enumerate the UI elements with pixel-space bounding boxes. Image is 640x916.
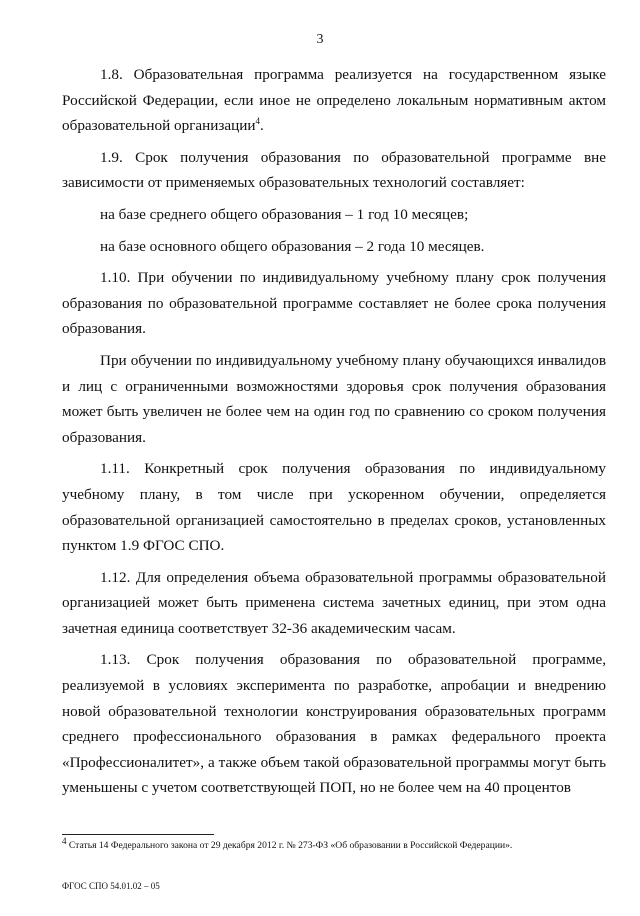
footnote-text: Статья 14 Федерального закона от 29 декабря 2012 г. № 273-ФЗ «Об образовании в Российской Федерации».	[68, 840, 513, 851]
paragraph-1-11: 1.11. Конкретный срок получения образования по индивидуальному учебному плану, в том числе при ускоренном обучении, определяется образовательной организацией самостоятельно в пределах сроков, установленных пунктом 1.9 ФГОС СПО.	[62, 460, 606, 555]
footnote-divider	[62, 834, 214, 835]
paragraph-1-9: 1.9. Срок получения образования по образовательной программе вне зависимости от применяемых образовательных технологий составляет:	[62, 148, 606, 192]
footnote-reference: 4	[255, 116, 261, 127]
paragraph-basic-general: на базе основного общего образования – 2 года 10 месяцев.	[100, 237, 485, 255]
paragraph-text: 1.8. Образовательная программа реализуется на государственном языке Российской Федерации, если иное не определено локальным нормативным актом образовательной организации	[62, 66, 606, 135]
paragraph-1-10: 1.10. При обучении по индивидуальному учебному плану срок получения образования по образовательной программе составляет не более срока получения образования.	[62, 269, 606, 338]
page-number: 3	[316, 32, 324, 47]
paragraph-1-13: 1.13. Срок получения образования по образовательной программе, реализуемой в условиях эксперимента по разработке, апробации и внедрению новой образовательной технологии конструирования образовательных программ среднего профессионального образования в рамках федерального проекта «Профессионалитет», а также объем такой образовательной программы могут быть уменьшены с учетом соответствующей ПОП, но не более чем на 40 процентов	[62, 651, 606, 797]
paragraph-disabilities: При обучении по индивидуальному учебному плану обучающихся инвалидов и лиц с ограниченными возможностями здоровья срок получения образования может быть увеличен не более чем на один год по сравнению со сроком получения образования.	[62, 351, 606, 446]
paragraph-secondary-general: на базе среднего общего образования – 1 год 10 месяцев;	[100, 205, 469, 223]
paragraph-1-8: 1.8. Образовательная программа реализуется на государственном языке Российской Федерации, если иное не определено локальным нормативным актом образовательной организации$^4$.	[62, 66, 606, 135]
paragraph-1-12: 1.12. Для определения объема образовательной программы образовательной организацией может быть применена система зачетных единиц, при этом одна зачетная единица соответствует 32-36 академическим часам.	[62, 568, 606, 637]
document-code: ФГОС СПО 54.01.02 – 05	[62, 881, 160, 891]
footnote-marker: 4	[62, 835, 67, 846]
document-body	[62, 62, 606, 807]
footnote	[62, 835, 606, 852]
